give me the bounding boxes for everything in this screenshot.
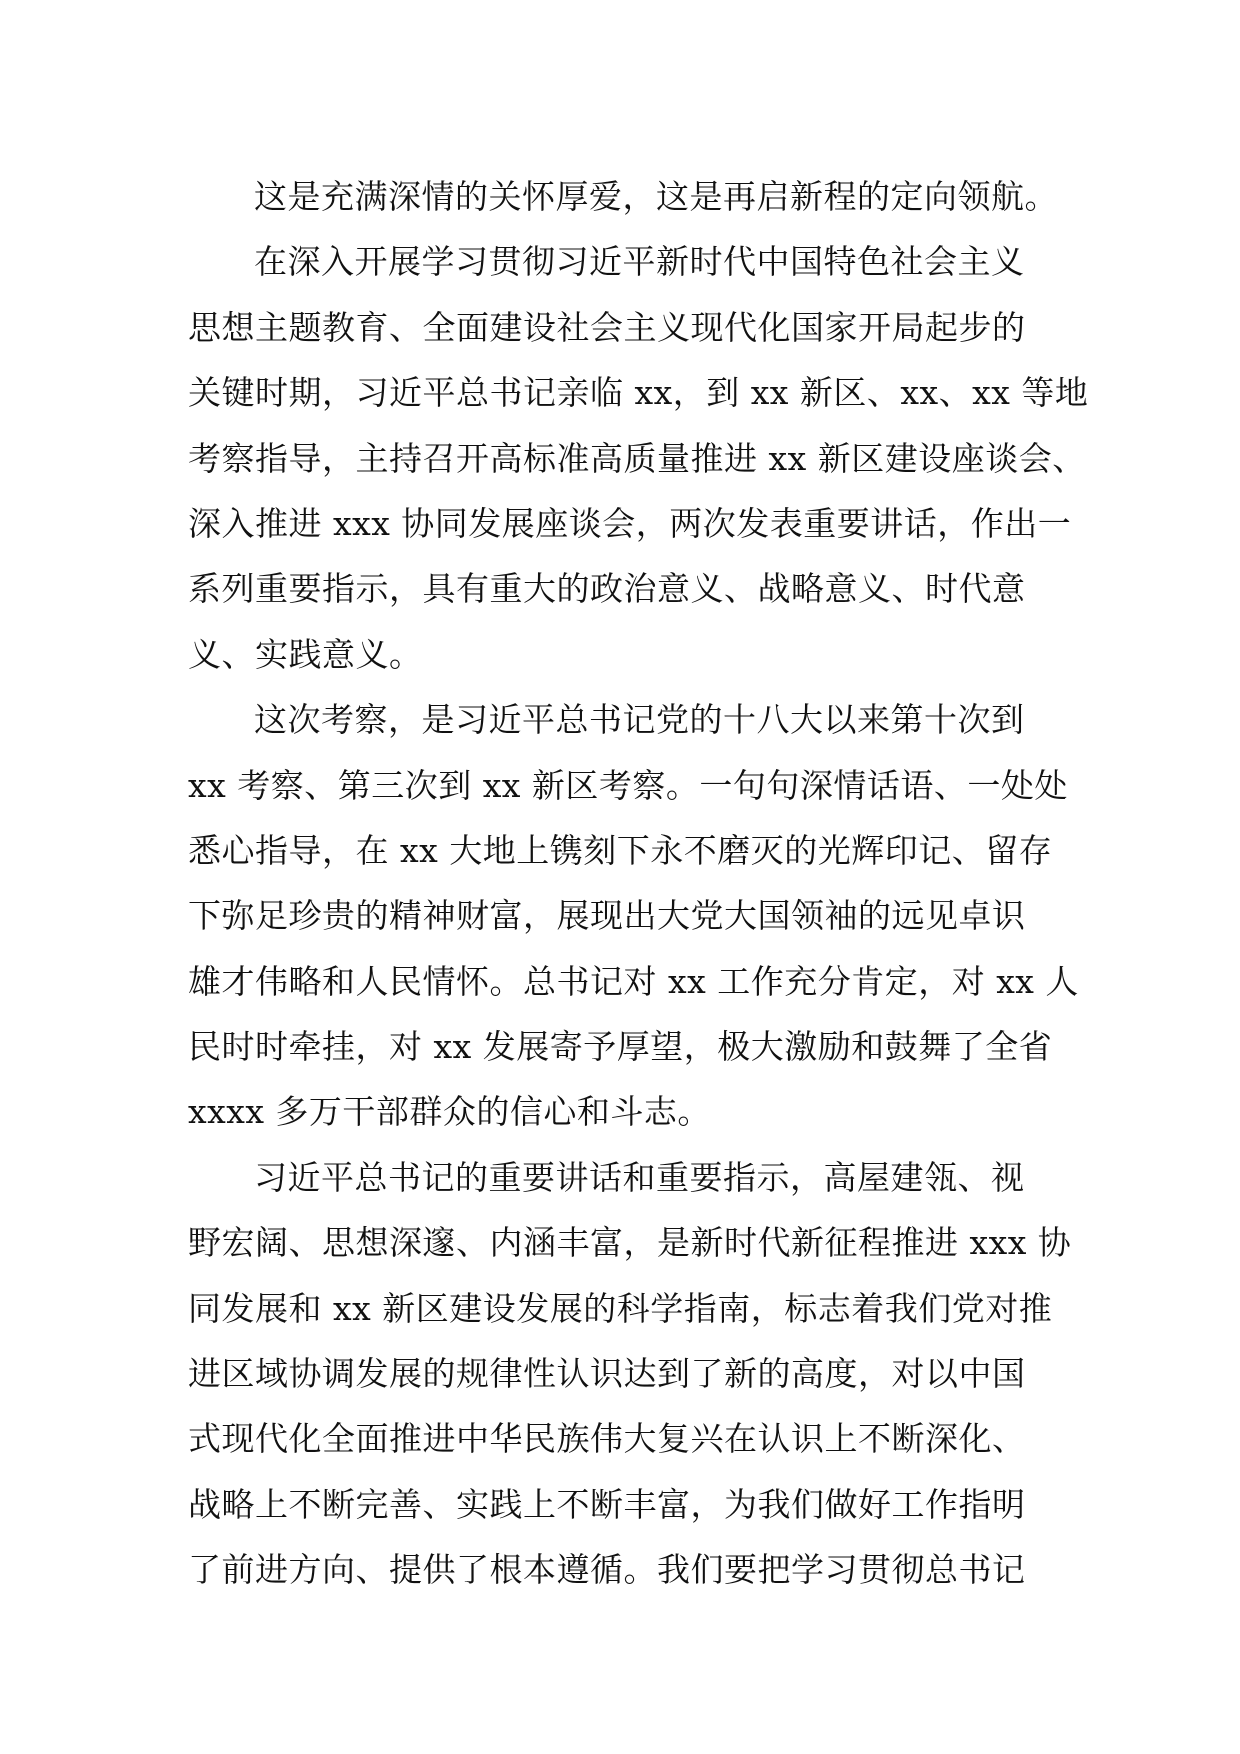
paragraph-4-line-4: 进区域协调发展的规律性认识达到了新的高度，对以中国	[188, 1354, 1026, 1394]
paragraph-2-line-7: 义、实践意义。	[188, 634, 423, 674]
paragraph-2-line-2: 思想主题教育、全面建设社会主义现代化国家开局起步的	[188, 307, 1026, 347]
paragraph-4-line-2: 野宏阔、思想深邃、内涵丰富，是新时代新征程推进 xxx 协	[188, 1223, 1072, 1263]
paragraph-2-line-4: 考察指导，主持召开高标准高质量推进 xx 新区建设座谈会、	[188, 438, 1086, 478]
paragraph-3-line-4: 下弥足珍贵的精神财富，展现出大党大国领袖的远见卓识	[188, 896, 1026, 936]
paragraph-2-line-1: 在深入开展学习贯彻习近平新时代中国特色社会主义	[254, 242, 1025, 282]
paragraph-3-line-1: 这次考察，是习近平总书记党的十八大以来第十次到	[254, 700, 1025, 740]
paragraph-4-line-3: 同发展和 xx 新区建设发展的科学指南，标志着我们党对推	[188, 1288, 1053, 1328]
paragraph-2-line-3: 关键时期，习近平总书记亲临 xx，到 xx 新区、xx、xx 等地	[188, 373, 1089, 413]
paragraph-3-line-5: 雄才伟略和人民情怀。总书记对 xx 工作充分肯定，对 xx 人	[188, 961, 1079, 1001]
paragraph-2-line-5: 深入推进 xxx 协同发展座谈会，两次发表重要讲话，作出一	[188, 503, 1072, 543]
paragraph-4-line-6: 战略上不断完善、实践上不断丰富，为我们做好工作指明	[188, 1484, 1026, 1524]
paragraph-4-line-1: 习近平总书记的重要讲话和重要指示，高屋建瓴、视	[254, 1157, 1025, 1197]
paragraph-4-line-7: 了前进方向、提供了根本遵循。我们要把学习贯彻总书记	[188, 1550, 1026, 1590]
paragraph-3-line-6: 民时时牵挂，对 xx 发展寄予厚望，极大激励和鼓舞了全省	[188, 1027, 1053, 1067]
paragraph-2-line-6: 系列重要指示，具有重大的政治意义、战略意义、时代意	[188, 569, 1026, 609]
paragraph-4-line-5: 式现代化全面推进中华民族伟大复兴在认识上不断深化、	[188, 1419, 1026, 1459]
paragraph-3-line-7: xxxx 多万干部群众的信心和斗志。	[188, 1092, 711, 1132]
paragraph-3-line-2: xx 考察、第三次到 xx 新区考察。一句句深情话语、一处处	[188, 765, 1068, 805]
paragraph-1-line-1: 这是充满深情的关怀厚爱，这是再启新程的定向领航。	[254, 177, 1058, 216]
document-body	[188, 164, 1089, 1603]
paragraph-3-line-3: 悉心指导，在 xx 大地上镌刻下永不磨灭的光辉印记、留存	[188, 830, 1053, 870]
